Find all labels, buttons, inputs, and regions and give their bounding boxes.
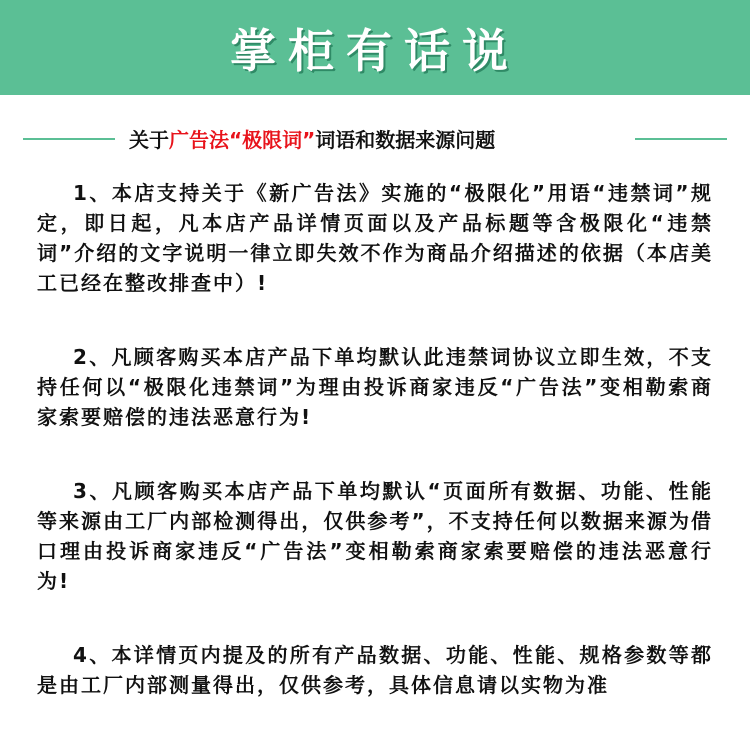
section-heading-row	[0, 124, 750, 153]
header-banner	[0, 0, 750, 95]
section-heading	[115, 124, 509, 153]
heading-highlight: 广告法“极限词”	[169, 128, 316, 152]
heading-prefix: 关于	[129, 128, 169, 152]
heading-suffix: 词语和数据来源问题	[315, 128, 496, 152]
notice-item-2: 2、凡顾客购买本店产品下单均默认此违禁词协议立即生效，不支持任何以“极限化违禁词”为理由投诉商家违反“广告法”变相勒索商家索要赔偿的违法恶意行为!	[37, 345, 713, 429]
divider-left	[23, 138, 115, 140]
notice-item-3: 3、凡顾客购买本店产品下单均默认“页面所有数据、功能、性能等来源由工厂内部检测得出，仅供参考”，不支持任何以数据来源为借口理由投诉商家违反“广告法”变相勒索商家索要赔偿的违法恶意行为!	[37, 479, 713, 593]
banner-title: 掌柜有话说	[230, 23, 520, 78]
divider-right	[635, 138, 727, 140]
notice-item-1: 1、本店支持关于《新广告法》实施的“极限化”用语“违禁词”规定，即日起，凡本店产品详情页面以及产品标题等含极限化“违禁词”介绍的文字说明一律立即失效不作为商品介绍描述的依据（本店美工已经在整改排查中）!	[37, 181, 713, 295]
notice-list	[37, 178, 713, 744]
notice-item-4: 4、本详情页内提及的所有产品数据、功能、性能、规格参数等都是由工厂内部测量得出，仅供参考，具体信息请以实物为准	[37, 643, 713, 697]
